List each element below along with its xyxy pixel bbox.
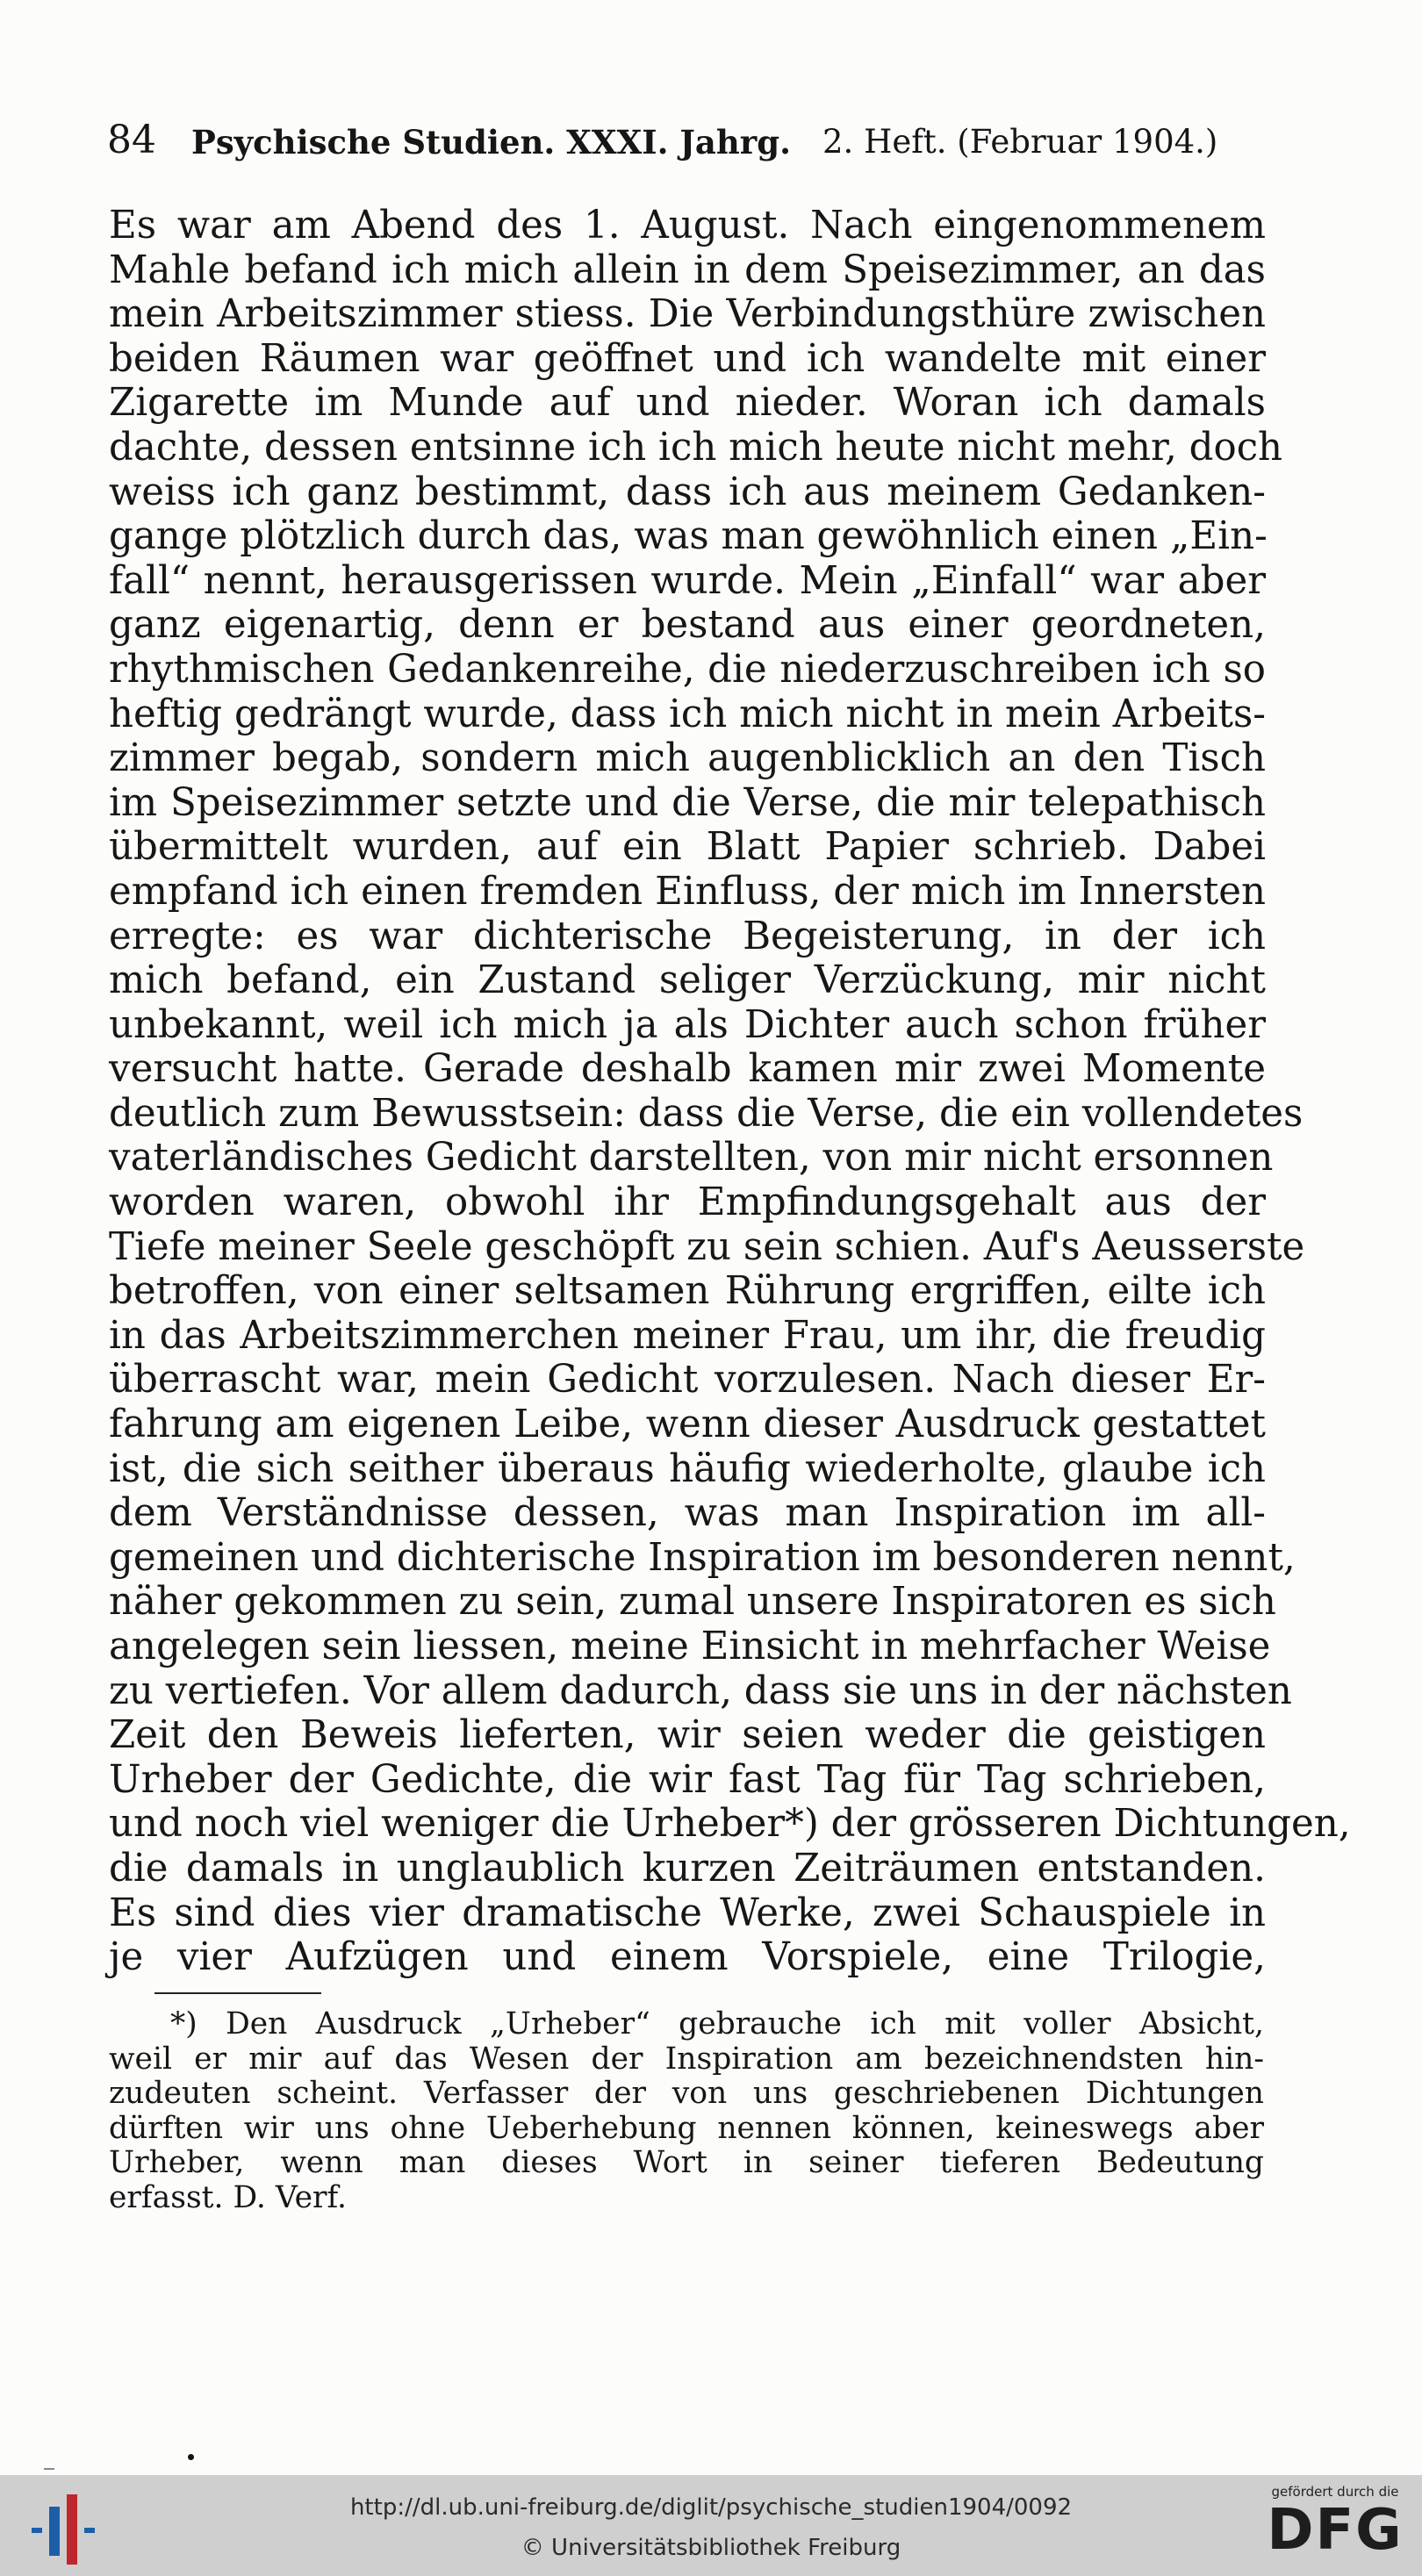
text-line: fahrung am eigenen Leibe, wenn dieser Ausdruck gestattet [109, 1403, 1266, 1447]
text-line: rhythmischen Gedankenreihe, die niederzuschreiben ich so [109, 647, 1266, 692]
text-line: Zeit den Beweis lieferten, wir seien weder die geistigen [109, 1713, 1266, 1758]
text-line: dem Verständnisse dessen, was man Inspiration im all- [109, 1491, 1266, 1536]
text-line: je vier Aufzügen und einem Vorspiele, eine Trilogie, [109, 1935, 1266, 1980]
text-line: worden waren, obwohl ihr Empfindungsgehalt aus der [109, 1180, 1266, 1225]
text-line: Mahle befand ich mich allein in dem Speisezimmer, an das [109, 248, 1266, 292]
text-line: Zigarette im Munde auf und nieder. Woran ich damals [109, 381, 1266, 426]
text-line: gange plötzlich durch das, was man gewöhnlich einen „Ein- [109, 514, 1268, 559]
text-line: heftig gedrängt wurde, dass ich mich nicht in mein Arbeits- [109, 692, 1266, 736]
ink-mark [44, 2468, 54, 2470]
text-line: empfand ich einen fremden Einfluss, der mich im Innersten [109, 869, 1266, 914]
footnote-line: dürften wir uns ohne Ueberhebung nennen können, keineswegs aber [109, 2110, 1264, 2146]
page-number: 84 [107, 118, 156, 162]
text-line: Es war am Abend des 1. August. Nach eingenommenem [109, 204, 1266, 248]
running-header [107, 118, 1218, 172]
text-line: übermittelt wurden, auf ein Blatt Papier schrieb. Dabei [109, 825, 1266, 870]
dfg-wordmark: DFG [1267, 2498, 1404, 2563]
text-line: fall“ nennt, herausgerissen wurde. Mein „Einfall“ war aber [109, 558, 1266, 603]
footnote-line: weil er mir auf das Wesen der Inspiration am bezeichnendsten hin- [109, 2041, 1264, 2077]
text-line: zimmer begab, sondern mich augenblicklich an den Tisch [109, 736, 1266, 781]
text-line: mich befand, ein Zustand seliger Verzückung, mir nicht [109, 958, 1266, 1003]
text-line: erregte: es war dichterische Begeisterung, in der ich [109, 914, 1266, 958]
source-url-link[interactable]: http://dl.ub.uni-freiburg.de/diglit/psychische_studien1904/0092 [349, 2494, 1073, 2521]
text-line: unbekannt, weil ich mich ja als Dichter auch schon früher [109, 1002, 1266, 1047]
text-line: überrascht war, mein Gedicht vorzulesen. Nach dieser Er- [109, 1358, 1266, 1403]
text-line: mein Arbeitszimmer stiess. Die Verbindungsthüre zwischen [109, 292, 1266, 337]
footnote-rule [154, 1992, 321, 1994]
text-line: angelegen sein liessen, meine Einsicht in mehrfacher Weise [109, 1625, 1271, 1668]
text-line: weiss ich ganz bestimmt, dass ich aus meinem Gedanken- [109, 470, 1266, 514]
text-line: Tiefe meiner Seele geschöpft zu sein schien. Auf's Aeusserste [109, 1224, 1305, 1269]
viewer-footer [0, 2475, 1422, 2576]
text-line: ist, die sich seither überaus häufig wiederholte, glaube ich [109, 1446, 1266, 1491]
copyright-notice: © Universitätsbibliothek Freiburg [521, 2535, 901, 2561]
text-line: versucht hatte. Gerade deshalb kamen mir zwei Momente [109, 1047, 1266, 1092]
footnote-line: Urheber, wenn man dieses Wort in seiner tieferen Bedeutung [109, 2145, 1264, 2180]
footnote-line: erfasst. D. Verf. [109, 2179, 347, 2215]
ink-speck [188, 2454, 194, 2460]
footnote-line: *) Den Ausdruck „Urheber“ gebrauche ich mit voller Absicht, [170, 2006, 1264, 2041]
text-line: deutlich zum Bewusstsein: dass die Verse, die ein vollendetes [109, 1091, 1304, 1136]
footnote-line: zudeuten scheint. Verfasser der von uns geschriebenen Dichtungen [109, 2076, 1264, 2111]
text-line: im Speisezimmer setzte und die Verse, die mir telepathisch [109, 780, 1266, 825]
journal-title: Psychische Studien. XXXI. Jahrg. [191, 123, 791, 161]
text-line: betroffen, von einer seltsamen Rührung ergriffen, eilte ich [109, 1269, 1266, 1314]
text-line: ganz eigenartig, denn er bestand aus einer geordneten, [109, 603, 1266, 648]
text-line: dachte, dessen entsinne ich ich mich heute nicht mehr, doch [109, 425, 1283, 470]
text-line: näher gekommen zu sein, zumal unsere Inspiratoren es sich [109, 1580, 1276, 1625]
text-line: Es sind dies vier dramatische Werke, zwei Schauspiele in [109, 1891, 1266, 1935]
text-line: in das Arbeitszimmerchen meiner Frau, um ihr, die freudig [109, 1313, 1266, 1358]
text-line: gemeinen und dichterische Inspiration im besonderen nennt, [109, 1535, 1296, 1580]
text-line: und noch viel weniger die Urheber*) der grösseren Dichtungen, [109, 1802, 1351, 1847]
dfg-logo [1260, 2482, 1410, 2570]
footnote [109, 2007, 1264, 2215]
main-text [109, 204, 1351, 1980]
text-line: Urheber der Gedichte, die wir fast Tag für Tag schrieben, [109, 1757, 1266, 1802]
text-line: beiden Räumen war geöffnet und ich wandelte mit einer [109, 336, 1266, 381]
issue-info: 2. Heft. (Februar 1904.) [822, 123, 1218, 161]
text-line: zu vertiefen. Vor allem dadurch, dass sie uns in der nächsten [109, 1668, 1292, 1713]
text-line: vaterländisches Gedicht darstellten, von mir nicht ersonnen [109, 1136, 1274, 1180]
text-line: die damals in unglaublich kurzen Zeiträumen entstanden. [109, 1846, 1266, 1891]
sponsor-caption: gefördert durch die [1271, 2484, 1399, 2500]
